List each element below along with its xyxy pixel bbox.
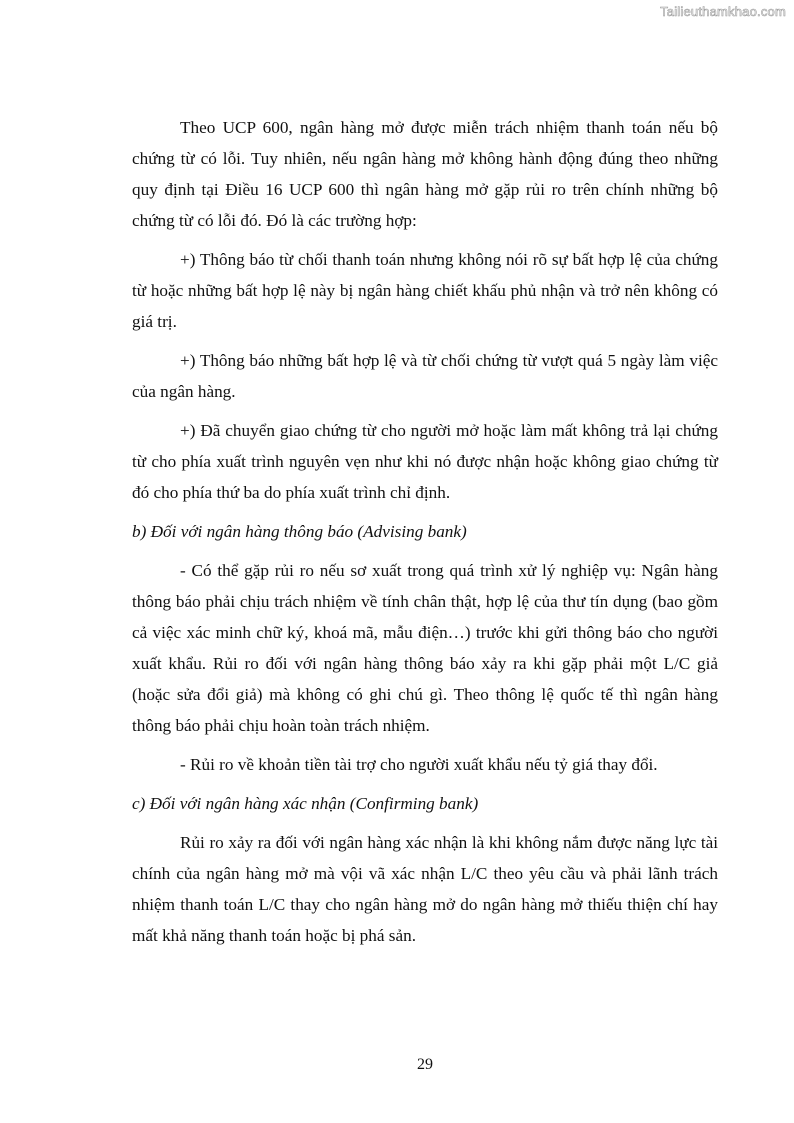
watermark-text: Tailieuthamkhao.com — [660, 4, 786, 19]
paragraph-advising-risk-2: - Rủi ro về khoản tiền tài trợ cho người xuất khẩu nếu tỷ giá thay đổi. — [180, 755, 658, 774]
page-number: 29 — [417, 1056, 433, 1073]
paragraph-case-1: +) Thông báo từ chối thanh toán nhưng không nói rõ sự bất hợp lệ của chứng từ hoặc những bất hợp lệ này bị ngân hàng chiết khấu phủ nhận và trở nên không có giá trị. — [132, 250, 718, 331]
paragraph-advising-risk-1: - Có thể gặp rủi ro nếu sơ xuất trong quá trình xử lý nghiệp vụ: Ngân hàng thông báo phải chịu trách nhiệm về tính chân thật, hợp lệ của thư tín dụng (bao gồm cả việc xác minh chữ ký, khoá mã, mẫu điện…) trước khi gửi thông báo cho người xuất khẩu. Rủi ro đối với ngân hàng thông báo xảy ra khi gặp phải một L/C giả (hoặc sửa đổi giả) mà không có ghi chú gì. Theo thông lệ quốc tế thì ngân hàng thông báo phải chịu hoàn toàn trách nhiệm. — [132, 561, 718, 735]
section-heading-confirming-bank: c) Đối với ngân hàng xác nhận (Confirming bank) — [132, 794, 479, 813]
document-body — [132, 112, 718, 959]
section-heading-advising-bank: b) Đối với ngân hàng thông báo (Advising bank) — [132, 522, 467, 541]
paragraph-confirming-risk: Rủi ro xảy ra đối với ngân hàng xác nhận là khi không nắm được năng lực tài chính của ngân hàng mở mà vội vã xác nhận L/C theo yêu cầu và phải lãnh trách nhiệm thanh toán L/C thay cho ngân hàng mở do ngân hàng mở thiếu thiện chí hay mất khả năng thanh toán hoặc bị phá sản. — [132, 833, 718, 945]
paragraph-ucp600: Theo UCP 600, ngân hàng mở được miễn trách nhiệm thanh toán nếu bộ chứng từ có lỗi. Tuy nhiên, nếu ngân hàng mở không hành động đúng theo những quy định tại Điều 16 UCP 600 thì ngân hàng mở gặp rủi ro trên chính những bộ chứng từ có lỗi đó. Đó là các trường hợp: — [132, 118, 718, 230]
paragraph-case-2: +) Thông báo những bất hợp lệ và từ chối chứng từ vượt quá 5 ngày làm việc của ngân hàng. — [132, 351, 718, 401]
paragraph-case-3: +) Đã chuyển giao chứng từ cho người mở hoặc làm mất không trả lại chứng từ cho phía xuất trình nguyên vẹn như khi nó được nhận hoặc không giao chứng từ đó cho phía thứ ba do phía xuất trình chỉ định. — [132, 421, 718, 502]
